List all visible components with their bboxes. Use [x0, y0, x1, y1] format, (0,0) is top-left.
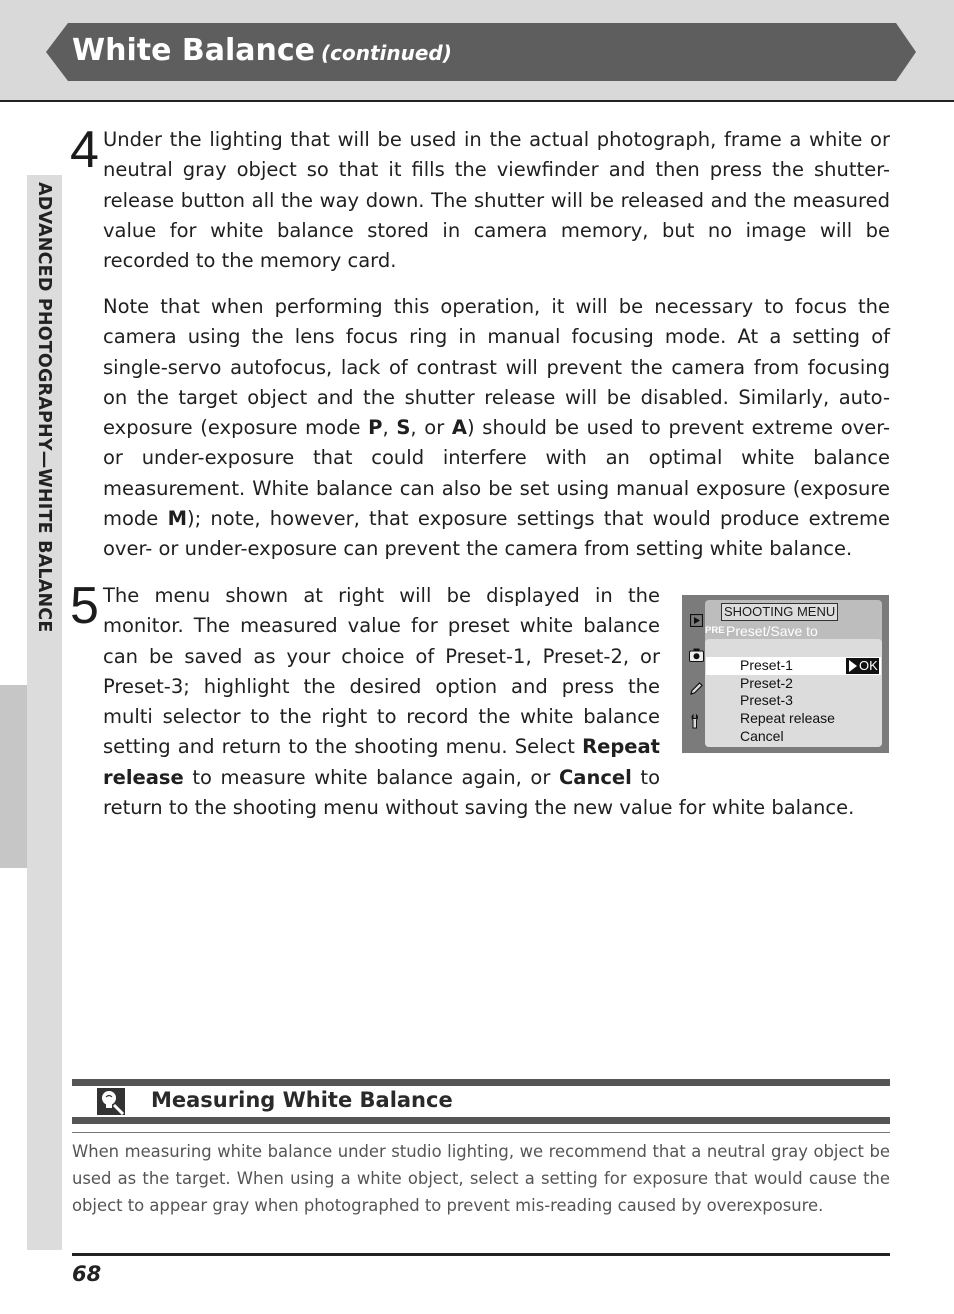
tip-rule-top	[72, 1079, 890, 1086]
wrench-icon	[689, 714, 704, 729]
menu-subtitle: Preset/Save to	[726, 623, 818, 639]
step-5-text-mid: to measure white balance again, or	[183, 765, 559, 789]
right-arrow-icon	[849, 660, 857, 672]
separator-1: ,	[382, 416, 397, 440]
step-4-text-part3: ); note, however, that exposure settings that would produce extreme over- or under-exposure can prevent the camera from setting white balance.	[103, 507, 890, 561]
page-number: 68	[72, 1262, 102, 1286]
step-number-5: 5	[70, 577, 99, 635]
tip-rule-mid	[72, 1117, 890, 1124]
playback-icon	[689, 613, 704, 628]
step-number-4: 4	[70, 121, 99, 179]
menu-ok-indicator	[846, 658, 879, 674]
ok-label: OK	[859, 658, 878, 673]
separator-2: , or	[410, 416, 452, 440]
bottom-rule	[72, 1253, 890, 1256]
title-continued: (continued)	[321, 41, 452, 65]
pencil-icon	[689, 681, 704, 696]
menu-item-cancel[interactable]: Cancel	[740, 728, 784, 744]
step-5-text-end: to return to the shooting menu without saving the new value for white balance.	[103, 765, 855, 820]
exposure-mode-p: P	[368, 416, 383, 440]
menu-item-preset-2[interactable]: Preset-2	[740, 675, 793, 691]
menu-item-preset-1[interactable]: Preset-1	[740, 657, 793, 673]
camera-icon	[689, 647, 704, 662]
tip-title: Measuring White Balance	[151, 1088, 453, 1112]
menu-item-repeat-release[interactable]: Repeat release	[740, 710, 835, 726]
exposure-mode-a: A	[451, 416, 467, 440]
step-4-text-part2: ) should be used to prevent extreme over- or under-exposure that could interfere with an optimal white balance measurement. White balance can also be set using manual exposure (exposure mode	[103, 416, 890, 531]
tip-rule-thin	[72, 1132, 890, 1133]
menu-title: SHOOTING MENU	[721, 603, 838, 621]
lightbulb-tip-icon	[97, 1088, 125, 1115]
exposure-mode-m: M	[167, 507, 187, 531]
step-4-paragraph-2	[103, 292, 890, 565]
step-4-paragraph-1: Under the lighting that will be used in the actual photograph, frame a white or neutral gray object so that it fills the viewfinder and then press the shutter-release button all the way down. The shutter will be released and the measured value for white balance stored in camera memory, but no image will be recorded to the memory card.	[103, 128, 890, 273]
menu-list-background	[705, 639, 882, 747]
page-title	[72, 28, 452, 74]
chapter-side-label: ADVANCED PHOTOGRAPHY—WHITE BALANCE	[34, 182, 54, 633]
preset-icon: PRE	[705, 625, 725, 636]
step-5-text-intro: The menu shown at right will be displayed in the monitor. The measured value for preset white balance can be saved as your choice of Preset-1, Preset-2, or Preset-3; highlight the desired option and press the multi selector to the right to record the white balance setting and return to the shooting menu. Select	[103, 584, 660, 759]
menu-item-preset-3[interactable]: Preset-3	[740, 692, 793, 708]
cancel-term: Cancel	[558, 765, 632, 789]
side-tab-marker	[0, 685, 27, 868]
step-4-text-part1: Note that when performing this operation, it will be necessary to focus the camera using the lens focus ring in manual focusing mode. At a setting of single-servo autofocus, lack of contrast will prevent the camera from focusing on the target object and the shutter release will be disabled. Similarly, auto-exposure (exposure mode	[103, 295, 890, 440]
header-rule	[0, 100, 954, 102]
tip-body: When measuring white balance under studio lighting, we recommend that a neutral gray object be used as the target. When using a white object, select a setting for exposure that would cause the object to appear gray when photographed to prevent mis-reading caused by overexposure.	[72, 1142, 890, 1215]
title-main: White Balance	[72, 33, 315, 68]
exposure-mode-s: S	[396, 416, 411, 440]
repeat-release-term: Repeat release	[103, 735, 660, 789]
